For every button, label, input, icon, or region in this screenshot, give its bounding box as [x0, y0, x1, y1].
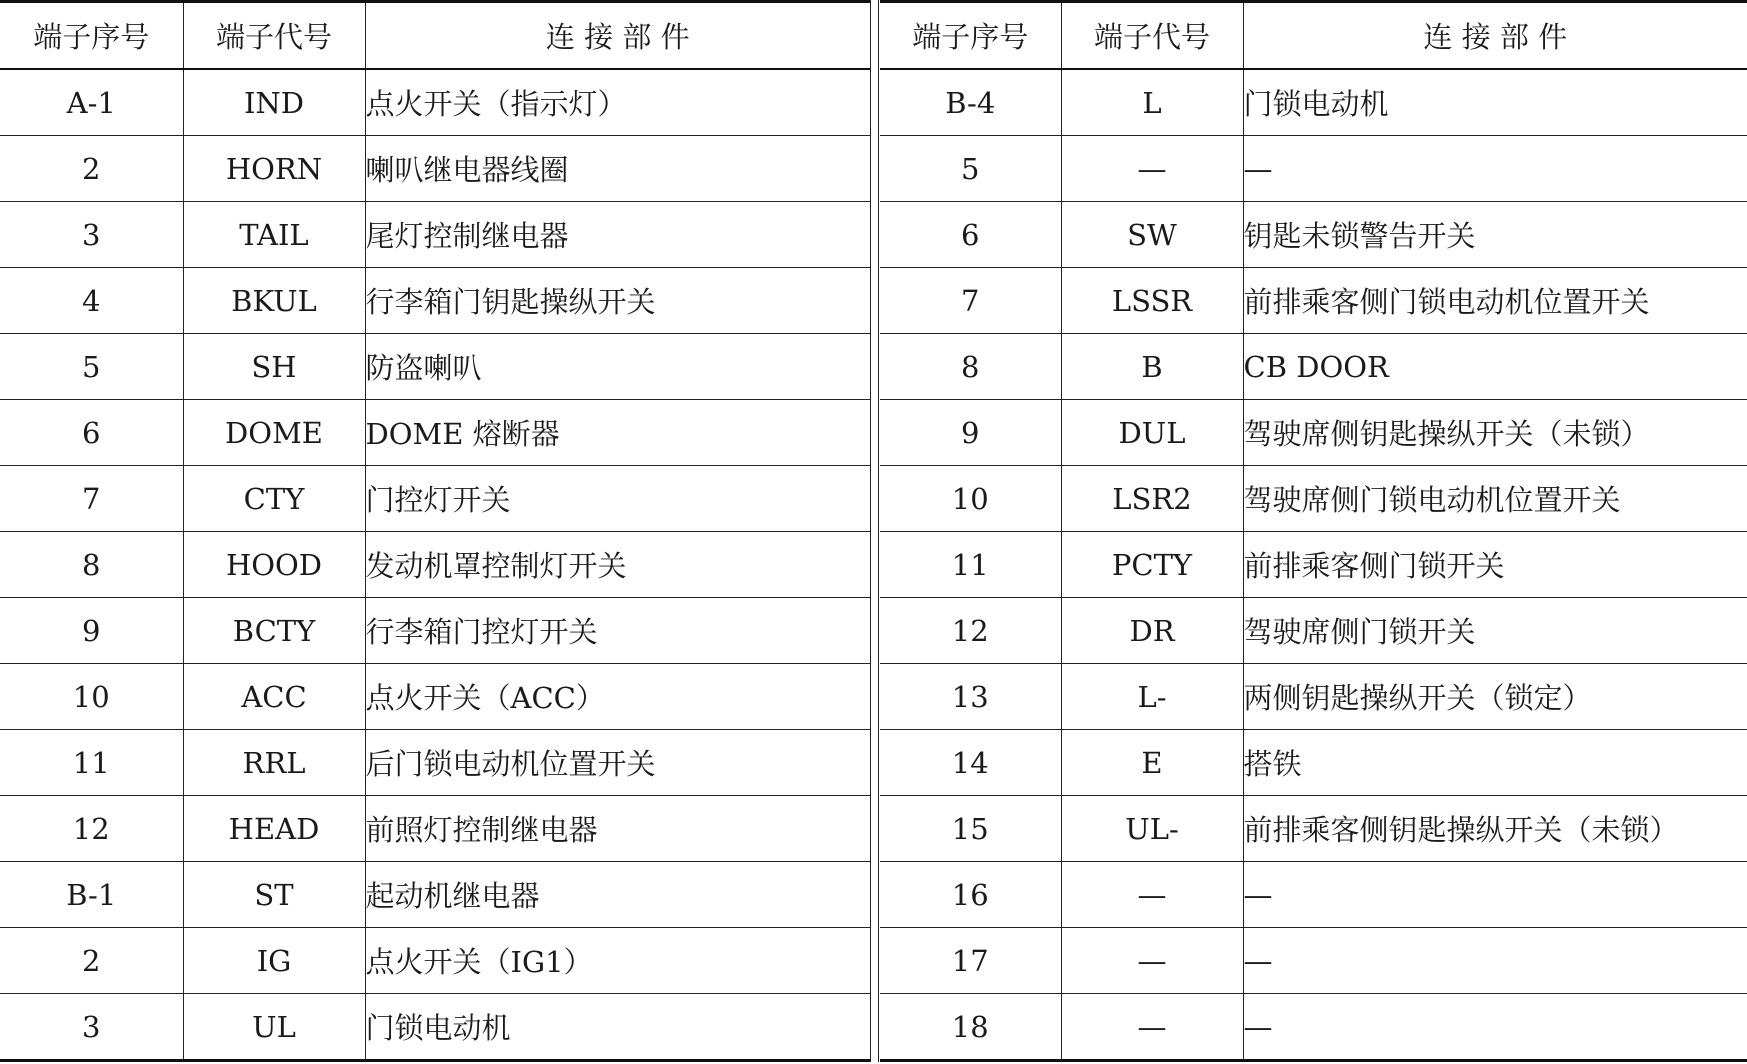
terminal-code-cell: UL- — [1061, 796, 1243, 862]
table-row — [0, 862, 870, 928]
table-row — [880, 400, 1747, 466]
terminal-code-cell: LSR2 — [1061, 466, 1243, 532]
connected-part-cell: 钥匙未锁警告开关 — [1243, 202, 1747, 268]
terminal-no-cell: 2 — [0, 928, 183, 994]
terminal-no-cell: 7 — [0, 466, 183, 532]
table-row — [880, 69, 1747, 136]
terminal-no-cell: 6 — [0, 400, 183, 466]
terminal-code-cell: SW — [1061, 202, 1243, 268]
connected-part-cell: 点火开关（IG1） — [365, 928, 870, 994]
connected-part-cell: 后门锁电动机位置开关 — [365, 730, 870, 796]
terminal-code-cell: B — [1061, 334, 1243, 400]
connected-part-cell: 门锁电动机 — [1243, 69, 1747, 136]
table-row — [0, 796, 870, 862]
terminal-code-cell: ACC — [183, 664, 365, 730]
terminal-no-cell: 9 — [880, 400, 1061, 466]
terminal-code-cell: CTY — [183, 466, 365, 532]
header-terminal-no: 端子序号 — [0, 2, 183, 70]
column-divider — [878, 0, 879, 1062]
terminal-no-cell: 18 — [880, 994, 1061, 1061]
connected-part-cell: 点火开关（ACC） — [365, 664, 870, 730]
connected-part-cell: — — [1243, 994, 1747, 1061]
terminal-no-cell: 8 — [0, 532, 183, 598]
table-row — [880, 268, 1747, 334]
connected-part-cell: 门控灯开关 — [365, 466, 870, 532]
terminal-no-cell: B-4 — [880, 69, 1061, 136]
table-row — [0, 532, 870, 598]
terminal-code-cell: BKUL — [183, 268, 365, 334]
table-row — [0, 994, 870, 1061]
terminal-no-cell: 7 — [880, 268, 1061, 334]
table-row — [880, 664, 1747, 730]
connected-part-cell: DOME 熔断器 — [365, 400, 870, 466]
connected-part-cell: 点火开关（指示灯） — [365, 69, 870, 136]
table-row — [880, 202, 1747, 268]
table-row — [0, 69, 870, 136]
table-row — [0, 268, 870, 334]
terminal-no-cell: 13 — [880, 664, 1061, 730]
terminal-no-cell: 11 — [880, 532, 1061, 598]
terminal-code-cell: LSSR — [1061, 268, 1243, 334]
header-connected-part: 连 接 部 件 — [1243, 2, 1747, 70]
terminal-code-cell: — — [1061, 994, 1243, 1061]
terminal-code-cell: — — [1061, 928, 1243, 994]
connected-part-cell: 尾灯控制继电器 — [365, 202, 870, 268]
connected-part-cell: — — [1243, 136, 1747, 202]
table-row — [0, 466, 870, 532]
connected-part-cell: CB DOOR — [1243, 334, 1747, 400]
table-row — [880, 466, 1747, 532]
connected-part-cell: 喇叭继电器线圈 — [365, 136, 870, 202]
terminal-code-cell: SH — [183, 334, 365, 400]
header-connected-part: 连 接 部 件 — [365, 2, 870, 70]
table-row — [0, 598, 870, 664]
header-terminal-no: 端子序号 — [880, 2, 1061, 70]
connected-part-cell: 门锁电动机 — [365, 994, 870, 1061]
header-terminal-code: 端子代号 — [183, 2, 365, 70]
terminal-no-cell: 6 — [880, 202, 1061, 268]
table-row — [0, 334, 870, 400]
terminal-code-cell: TAIL — [183, 202, 365, 268]
table-row — [880, 598, 1747, 664]
terminal-code-cell: E — [1061, 730, 1243, 796]
terminal-code-cell: DR — [1061, 598, 1243, 664]
terminal-no-cell: 5 — [0, 334, 183, 400]
header-row — [0, 2, 870, 70]
table-row — [880, 862, 1747, 928]
table-row — [0, 730, 870, 796]
terminal-code-cell: ST — [183, 862, 365, 928]
connected-part-cell: 搭铁 — [1243, 730, 1747, 796]
terminal-code-cell: — — [1061, 862, 1243, 928]
connected-part-cell: — — [1243, 928, 1747, 994]
terminal-no-cell: 3 — [0, 994, 183, 1061]
terminal-code-cell: RRL — [183, 730, 365, 796]
table-row — [880, 532, 1747, 598]
connected-part-cell: 前排乘客侧门锁开关 — [1243, 532, 1747, 598]
terminal-code-cell: BCTY — [183, 598, 365, 664]
connected-part-cell: 两侧钥匙操纵开关（锁定） — [1243, 664, 1747, 730]
connected-part-cell: 防盗喇叭 — [365, 334, 870, 400]
connected-part-cell: 驾驶席侧门锁开关 — [1243, 598, 1747, 664]
header-terminal-code: 端子代号 — [1061, 2, 1243, 70]
terminal-table-right — [880, 0, 1747, 1062]
table-row — [880, 136, 1747, 202]
terminal-no-cell: 4 — [0, 268, 183, 334]
terminal-code-cell: HORN — [183, 136, 365, 202]
terminal-no-cell: 5 — [880, 136, 1061, 202]
table-row — [0, 928, 870, 994]
terminal-no-cell: 2 — [0, 136, 183, 202]
connected-part-cell: 起动机继电器 — [365, 862, 870, 928]
connected-part-cell: 驾驶席侧门锁电动机位置开关 — [1243, 466, 1747, 532]
connected-part-cell: — — [1243, 862, 1747, 928]
table-row — [880, 928, 1747, 994]
terminal-no-cell: B-1 — [0, 862, 183, 928]
table-row — [880, 796, 1747, 862]
terminal-no-cell: 12 — [880, 598, 1061, 664]
connected-part-cell: 发动机罩控制灯开关 — [365, 532, 870, 598]
connected-part-cell: 前照灯控制继电器 — [365, 796, 870, 862]
terminal-code-cell: HEAD — [183, 796, 365, 862]
table-row — [0, 400, 870, 466]
terminal-code-cell: L- — [1061, 664, 1243, 730]
connected-part-cell: 前排乘客侧门锁电动机位置开关 — [1243, 268, 1747, 334]
terminal-no-cell: 14 — [880, 730, 1061, 796]
terminal-code-cell: IND — [183, 69, 365, 136]
table-row — [0, 664, 870, 730]
connected-part-cell: 行李箱门钥匙操纵开关 — [365, 268, 870, 334]
terminal-table-left — [0, 0, 870, 1062]
terminal-code-cell: DUL — [1061, 400, 1243, 466]
terminal-no-cell: 10 — [0, 664, 183, 730]
terminal-no-cell: 10 — [880, 466, 1061, 532]
column-divider — [870, 0, 871, 1062]
header-row — [880, 2, 1747, 70]
terminal-code-cell: DOME — [183, 400, 365, 466]
terminal-code-cell: UL — [183, 994, 365, 1061]
terminal-no-cell: A-1 — [0, 69, 183, 136]
connected-part-cell: 驾驶席侧钥匙操纵开关（未锁） — [1243, 400, 1747, 466]
connected-part-cell: 前排乘客侧钥匙操纵开关（未锁） — [1243, 796, 1747, 862]
table-row — [0, 136, 870, 202]
terminal-no-cell: 8 — [880, 334, 1061, 400]
terminal-code-cell: IG — [183, 928, 365, 994]
terminal-no-cell: 12 — [0, 796, 183, 862]
terminal-no-cell: 15 — [880, 796, 1061, 862]
table-row — [0, 202, 870, 268]
table-row — [880, 730, 1747, 796]
connected-part-cell: 行李箱门控灯开关 — [365, 598, 870, 664]
terminal-no-cell: 17 — [880, 928, 1061, 994]
terminal-code-cell: HOOD — [183, 532, 365, 598]
terminal-no-cell: 11 — [0, 730, 183, 796]
terminal-no-cell: 3 — [0, 202, 183, 268]
terminal-code-cell: — — [1061, 136, 1243, 202]
table-row — [880, 334, 1747, 400]
table-row — [880, 994, 1747, 1061]
terminal-no-cell: 9 — [0, 598, 183, 664]
terminal-code-cell: L — [1061, 69, 1243, 136]
terminal-code-cell: PCTY — [1061, 532, 1243, 598]
terminal-no-cell: 16 — [880, 862, 1061, 928]
